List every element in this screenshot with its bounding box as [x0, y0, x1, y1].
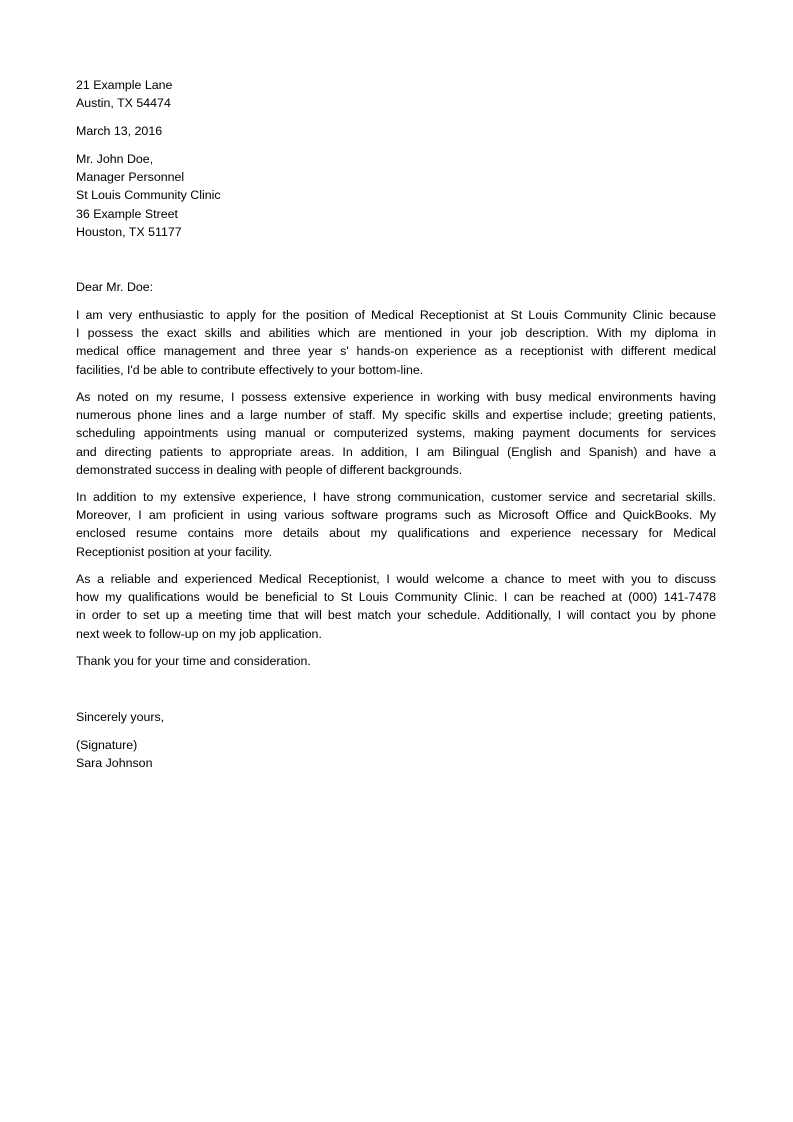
recipient-title: Manager Personnel	[76, 170, 185, 185]
paragraph-line: next week to follow-up on my job application.	[76, 626, 322, 641]
sender-street: 21 Example Lane	[76, 78, 173, 92]
closing-block	[76, 708, 716, 726]
paragraph-line: enclosed resume contains more details about my qualifications and experience necessary for Medical	[76, 526, 716, 541]
sender-address	[76, 76, 716, 112]
body-paragraph-1	[76, 306, 716, 379]
paragraph-line: in order to set up a meeting time that will best match your schedule. Additionally, I will contact you by phone	[76, 608, 716, 623]
paragraph-line: As noted on my resume, I possess extensive experience in working with busy medical environments having	[76, 390, 716, 404]
closing-line: Sincerely yours,	[76, 710, 165, 724]
body-paragraph-2	[76, 388, 716, 479]
signature-placeholder: (Signature)	[76, 738, 138, 752]
paragraph-line: As a reliable and experienced Medical Receptionist, I would welcome a chance to meet with you to discuss	[76, 572, 716, 586]
recipient-street: 36 Example Street	[76, 206, 178, 221]
recipient-organization: St Louis Community Clinic	[76, 188, 221, 203]
paragraph-line: demonstrated success in dealing with people of different backgrounds.	[76, 462, 463, 477]
paragraph-line: Moreover, I am proficient in using various software programs such as Microsoft Office and QuickBooks. My	[76, 508, 716, 523]
paragraph-line: I possess the exact skills and abilities which are mentioned in your job description. With my diploma in	[76, 326, 716, 341]
paragraph-line: how my qualifications would be beneficial to St Louis Community Clinic. I can be reached at (000) 141-7478	[76, 590, 716, 605]
recipient-city: Houston, TX 51177	[76, 224, 182, 239]
paragraph-line: facilities, I'd be able to contribute effectively to your bottom-line.	[76, 362, 424, 377]
paragraph-line: In addition to my extensive experience, I have strong communication, customer service and secretarial skills.	[76, 490, 716, 504]
paragraph-line: numerous phone lines and a large number of staff. My specific skills and expertise include; greeting patients,	[76, 408, 716, 423]
body-paragraph-3	[76, 488, 716, 561]
thanks-line: Thank you for your time and consideration.	[76, 654, 311, 668]
thanks-block	[76, 652, 716, 670]
letter-date-block	[76, 122, 716, 140]
paragraph-line: medical office management and three year s' hands-on experience as a receptionist with different medical	[76, 344, 716, 359]
signature-block	[76, 736, 716, 772]
recipient-address	[76, 150, 716, 241]
signer-name: Sara Johnson	[76, 756, 153, 771]
paragraph-line: Receptionist position at your facility.	[76, 544, 273, 559]
paragraph-line: I am very enthusiastic to apply for the position of Medical Receptionist at St Louis Community Clinic because	[76, 308, 716, 322]
sender-city: Austin, TX 54474	[76, 96, 171, 111]
salutation-block	[76, 278, 716, 296]
paragraph-line: scheduling appointments using manual or computerized systems, making payment documents for services	[76, 426, 716, 441]
body-paragraph-4	[76, 570, 716, 643]
salutation: Dear Mr. Doe:	[76, 280, 154, 294]
letter-date: March 13, 2016	[76, 124, 163, 138]
paragraph-line: and directing patients to appropriate areas. In addition, I am Bilingual (English and Spanish) and have a	[76, 444, 716, 459]
recipient-name: Mr. John Doe,	[76, 152, 154, 166]
